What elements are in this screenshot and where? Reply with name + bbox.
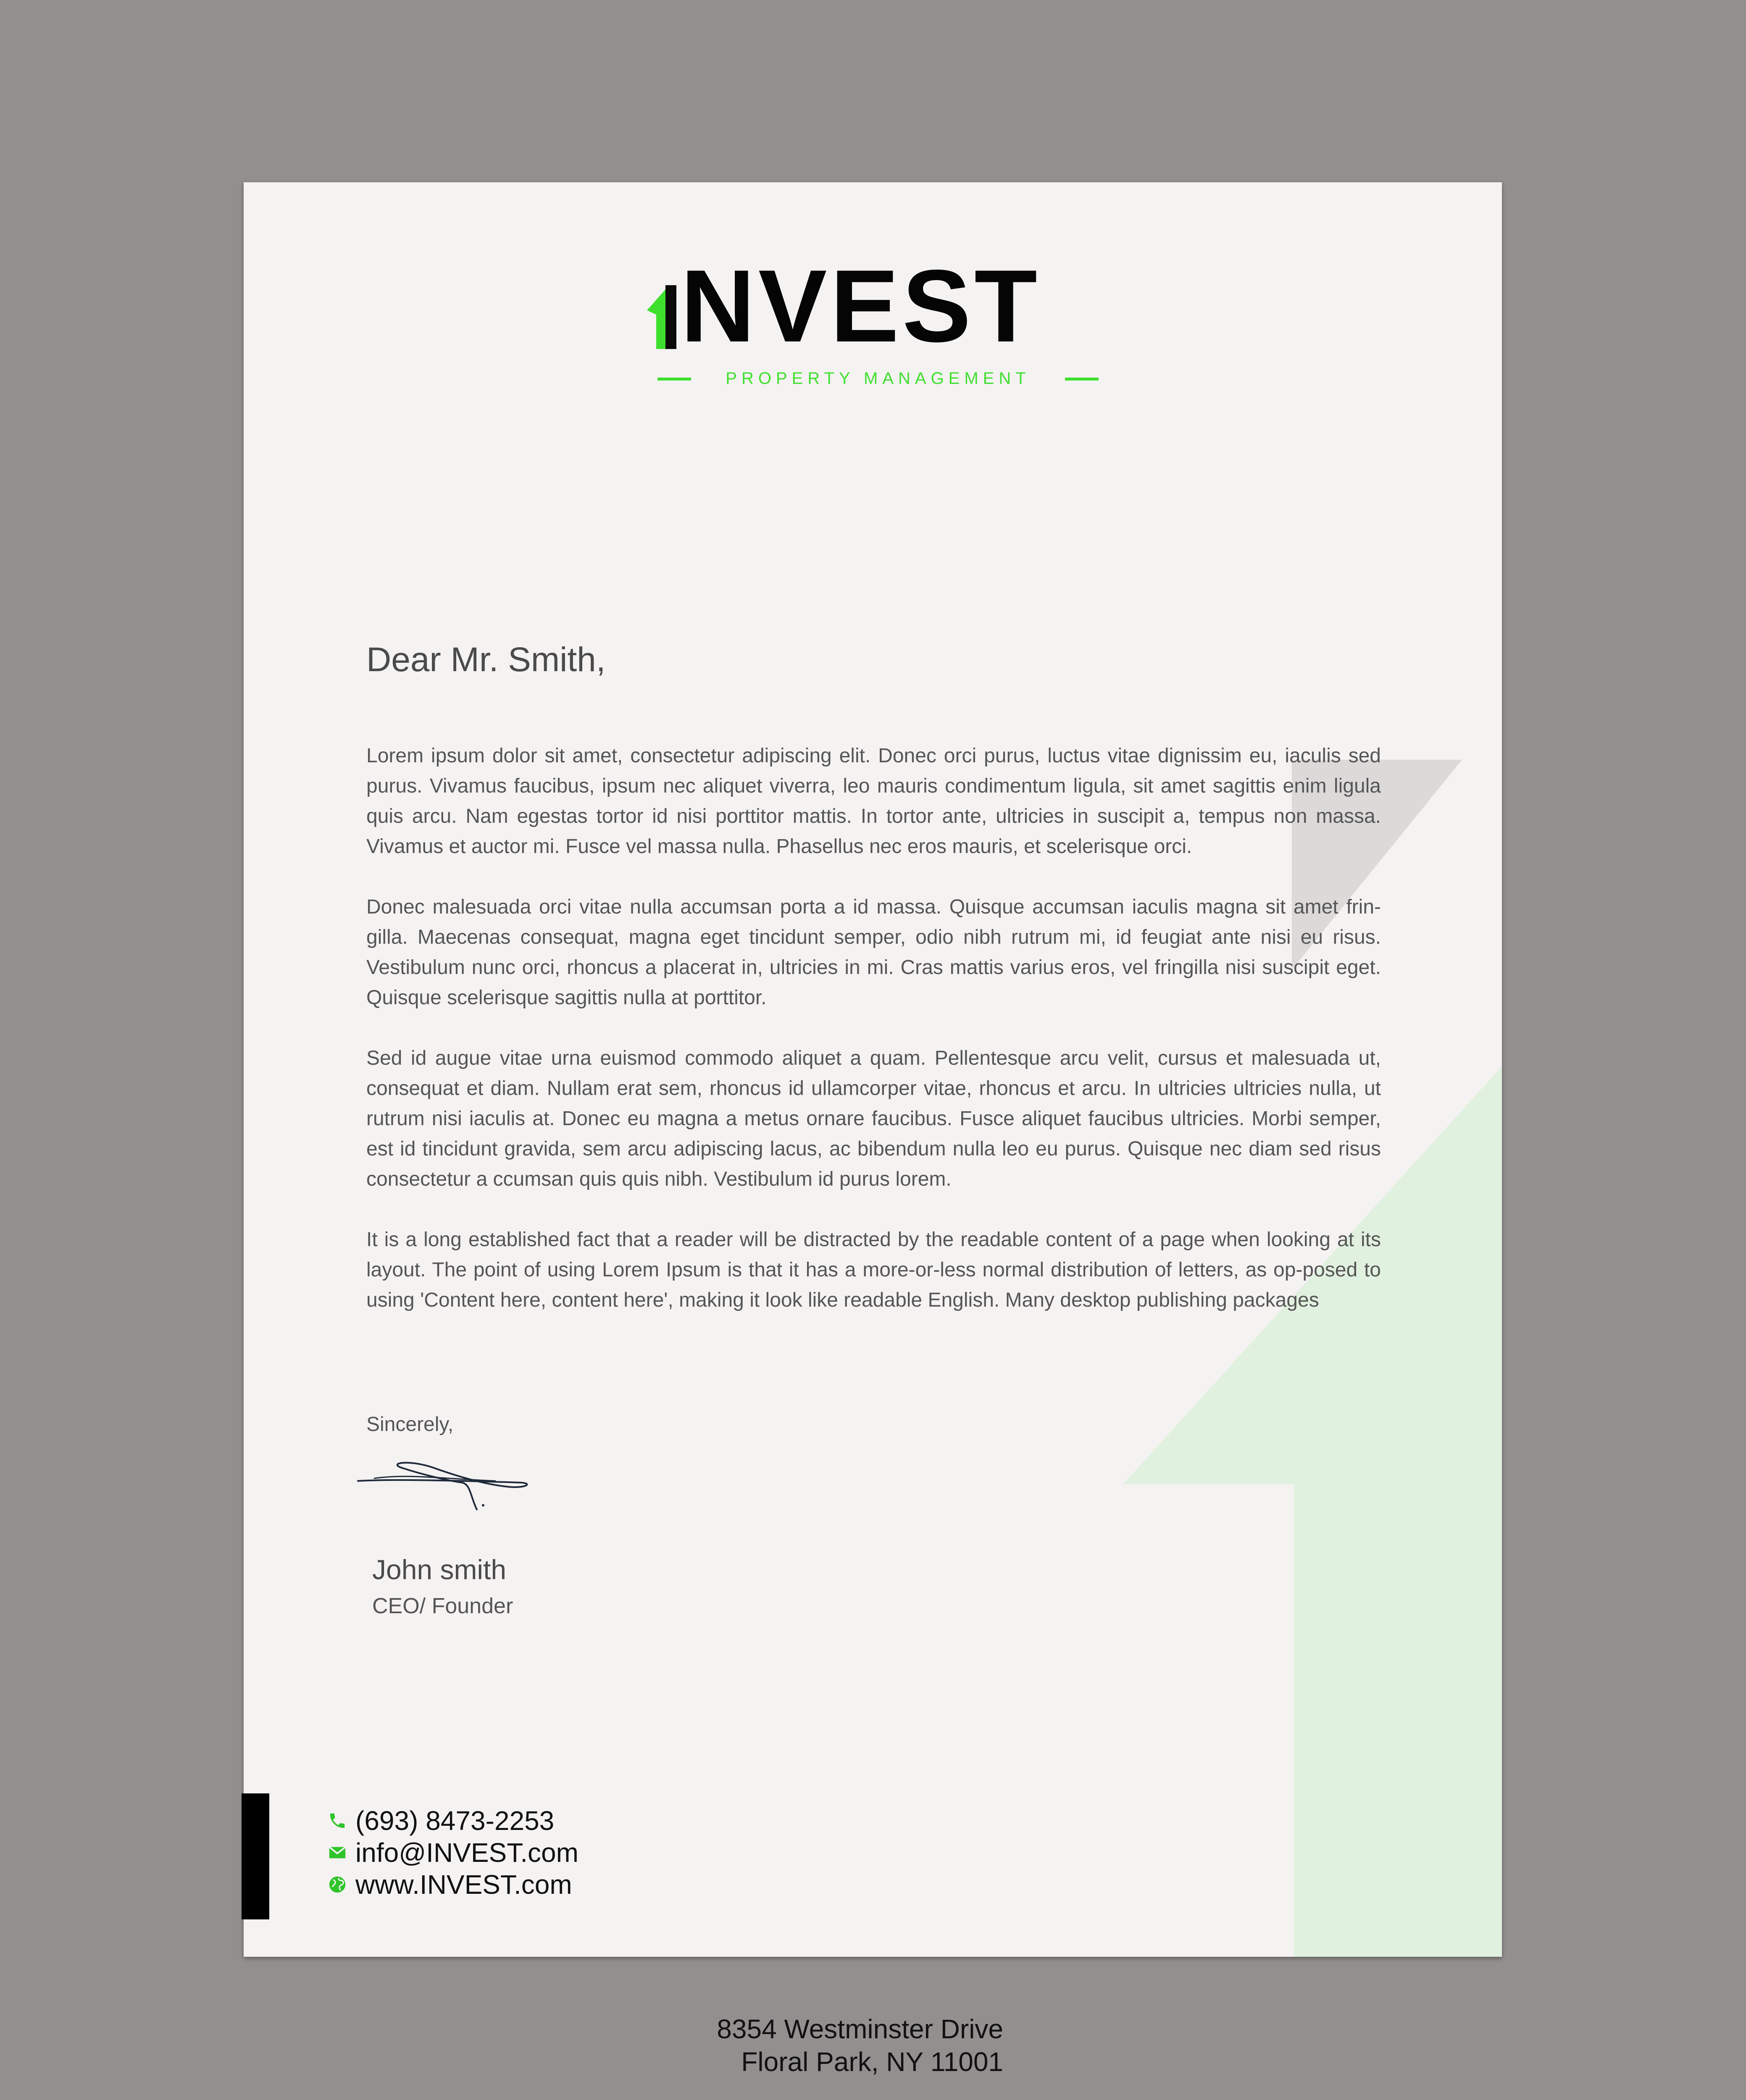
- tagline-left-rule: [657, 378, 691, 381]
- green-arrow-i-icon: [647, 285, 683, 352]
- body-paragraph: Sed id augue vitae urna euismod commodo aliquet a quam. Pellentesque arcu velit, cursus et malesuada ut, consequat et diam. Nullam erat sem, rhoncus id ullamcorper vitae, rhoncus et arcu. In ultricies ultricies nulla, ut rutrum nisi iaculis at. Donec eu magna a metus ornare faucibus. Fusce aliquet faucibus ultricies. Morbi semper, est id tincidunt gravida, sem arcu adipiscing lacus, ac bibendum nulla leo eu purus. Quisque nec diam sed risus consectetur a ccumsan quis quis nibh. Vestibulum id purus lorem.: [366, 1047, 1381, 1190]
- signer-name: John smith: [372, 1554, 507, 1585]
- letter-body: [366, 741, 1381, 1346]
- phone-row: [328, 1805, 578, 1837]
- logo-wordmark: NVEST: [681, 248, 1041, 363]
- address-line-2: Floral Park, NY 11001: [741, 2047, 1003, 2077]
- logo-tagline-row: [657, 366, 1099, 391]
- tagline-right-rule: [1065, 378, 1099, 381]
- phone-number[interactable]: (693) 8473-2253: [355, 1806, 555, 1836]
- company-address: [717, 2013, 1003, 2078]
- body-paragraph: Lorem ipsum dolor sit amet, consectetur adipiscing elit. Donec orci purus, luctus vitae dignissim eu, iaculis sed purus. Vivamus faucibus, ipsum nec aliquet viverra, leo mauris condimentum ligula, sit amet sagittis enim ligula quis arcu. Nam egestas tortor id nisi porttitor mattis. In tortor ante, ultricies in suscipit a, tempus non massa. Vivamus et auctor mi. Fusce vel massa nulla. Phasellus nec eros mauris, et scelerisque orci.: [366, 745, 1381, 858]
- signer-title: CEO/ Founder: [372, 1594, 513, 1618]
- globe-icon: [328, 1875, 347, 1894]
- website-row: [328, 1869, 578, 1900]
- handwritten-signature: [357, 1455, 534, 1522]
- letterhead-page: [244, 182, 1502, 2077]
- phone-icon: [328, 1811, 347, 1830]
- contact-info: [328, 1805, 578, 1900]
- envelope-icon: [328, 1843, 347, 1862]
- website-url[interactable]: www.INVEST.com: [355, 1869, 572, 1900]
- email-address[interactable]: info@INVEST.com: [355, 1838, 578, 1868]
- footer-accent-bar: [242, 1793, 269, 1919]
- invest-logo: [647, 248, 1109, 388]
- logo-tagline: PROPERTY MANAGEMENT: [726, 369, 1031, 388]
- body-paragraph: It is a long established fact that a reader will be distracted by the readable content of a page when looking at its layout. The point of using Lorem Ipsum is that it has a more-or-less normal distribution of letters, as op-posed to using 'Content here, content here', making it look like readable English. Many desktop publishing packages: [366, 1228, 1381, 1311]
- address-line-1: 8354 Westminster Drive: [717, 2014, 1003, 2044]
- body-paragraph: Donec malesuada orci vitae nulla accumsan porta a id massa. Quisque accumsan iaculis magna sit amet frin-gilla. Maecenas consequat, magna eget tincidunt semper, odio nibh rutrum mi, id feugiat ante nisi eu risus. Vestibulum nunc orci, rhoncus a placerat in, ultricies in mi. Cras mattis varius eros, vel fringilla nisi suscipit eget. Quisque scelerisque sagittis nulla at porttitor.: [366, 896, 1381, 1009]
- letter-greeting: Dear Mr. Smith,: [366, 640, 606, 679]
- letter-closing: Sincerely,: [366, 1413, 454, 1436]
- email-row: [328, 1837, 578, 1869]
